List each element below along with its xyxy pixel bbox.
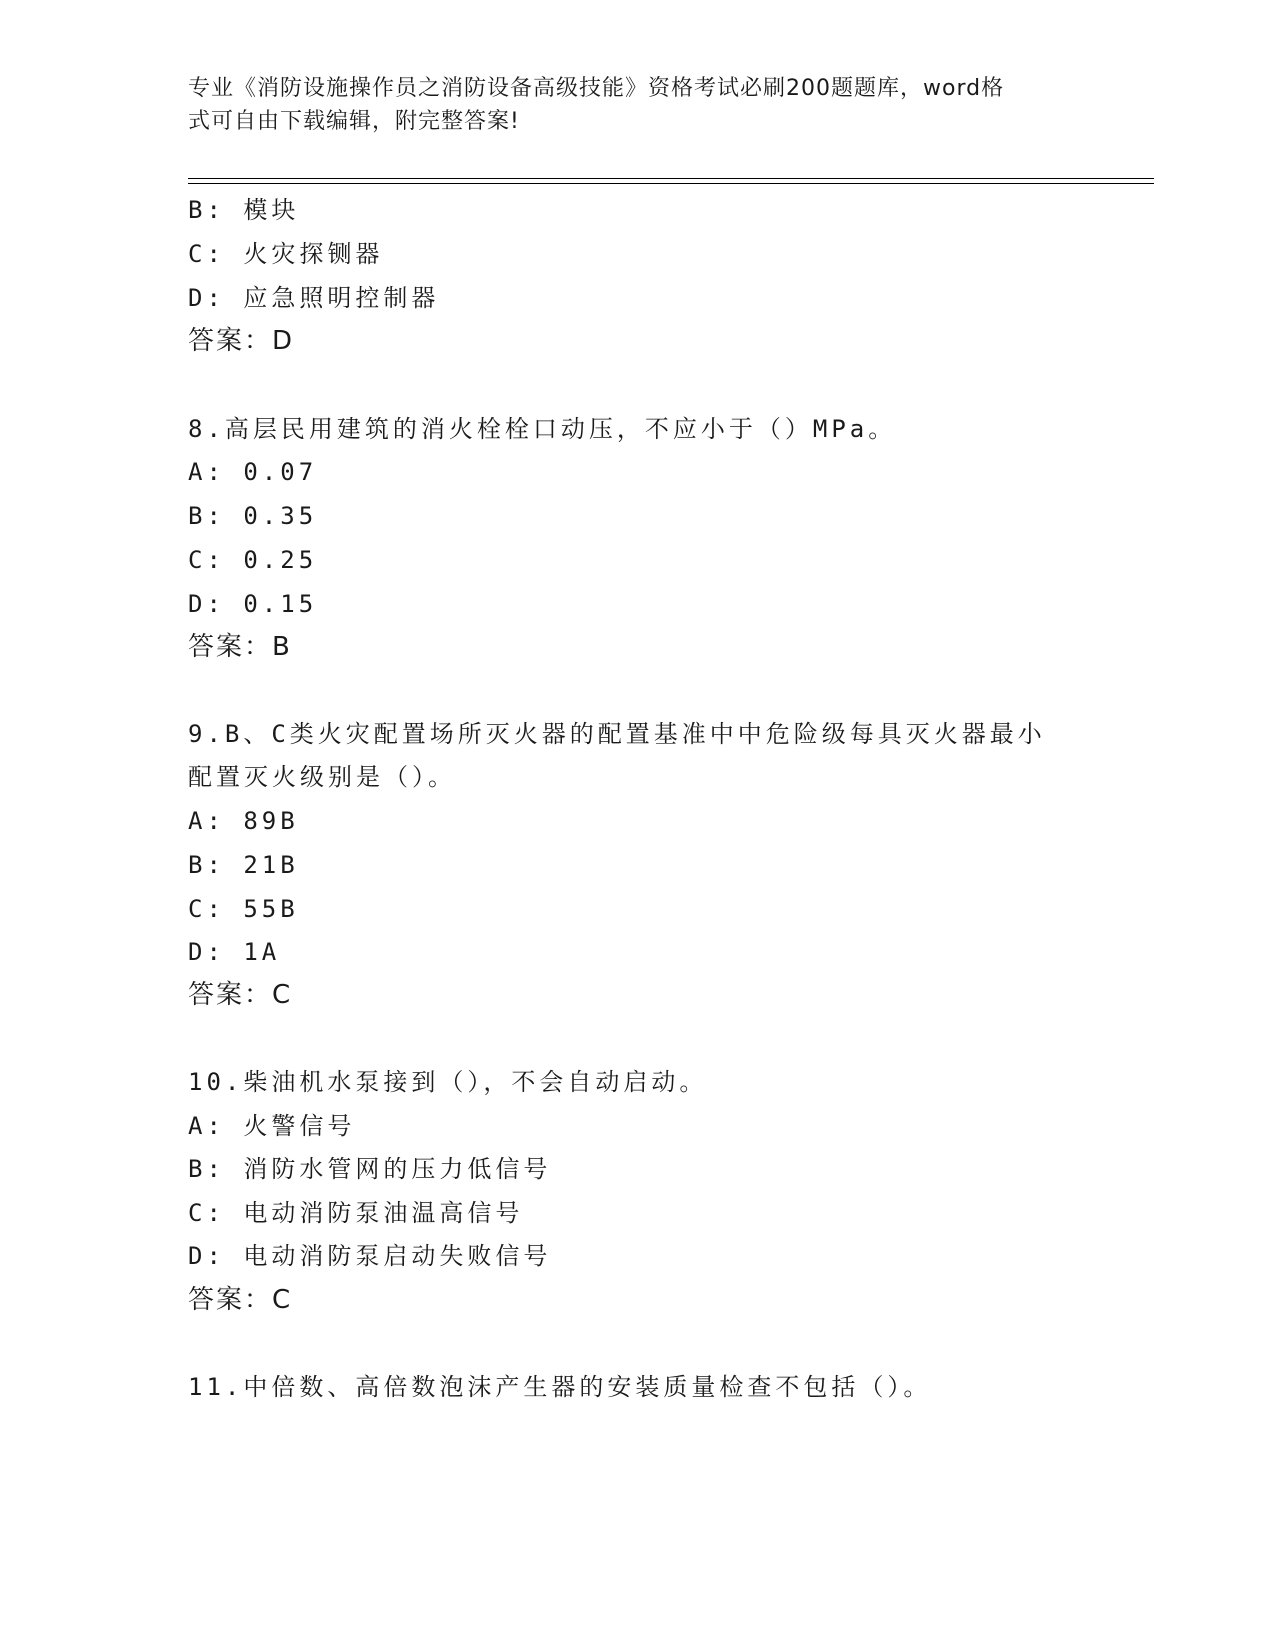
q7-answer: 答案：D — [188, 326, 295, 356]
q7-option-d: D: 应急照明控制器 — [188, 284, 440, 312]
q9-option-c: C: 55B — [188, 895, 299, 923]
header-divider-bottom — [188, 183, 1154, 184]
q9-answer: 答案：C — [188, 980, 293, 1010]
q8-question: 8.高层民用建筑的消火栓栓口动压，不应小于（）MPa。 — [188, 415, 897, 443]
header-divider-top — [188, 178, 1154, 179]
q10-answer: 答案：C — [188, 1285, 293, 1315]
q7-option-b: B: 模块 — [188, 196, 300, 224]
header-line-1: 专业《消防设施操作员之消防设备高级技能》资格考试必刷200题题库，word格 — [188, 76, 1005, 101]
q9-question-line-2: 配置灭火级别是（）。 — [188, 763, 456, 791]
q10-option-b: B: 消防水管网的压力低信号 — [188, 1155, 552, 1183]
q8-option-b: B: 0.35 — [188, 502, 318, 530]
q9-option-b: B: 21B — [188, 851, 299, 879]
q11-question: 11.中倍数、高倍数泡沫产生器的安装质量检查不包括（）。 — [188, 1373, 932, 1401]
q8-option-c: C: 0.25 — [188, 546, 318, 574]
q10-option-a: A: 火警信号 — [188, 1112, 356, 1140]
q9-question-line-1: 9.B、C类火灾配置场所灭火器的配置基准中中危险级每具灭火器最小 — [188, 720, 1046, 748]
q10-question: 10.柴油机水泵接到（），不会自动启动。 — [188, 1068, 708, 1096]
q10-option-c: C: 电动消防泵油温高信号 — [188, 1199, 524, 1227]
q8-option-d: D: 0.15 — [188, 590, 318, 618]
q9-option-d: D: 1A — [188, 938, 281, 966]
q10-option-d: D: 电动消防泵启动失败信号 — [188, 1242, 552, 1270]
document-header — [188, 72, 1088, 138]
q9-option-a: A: 89B — [188, 807, 299, 835]
header-line-2: 式可自由下载编辑，附完整答案! — [188, 109, 520, 134]
q8-answer: 答案：B — [188, 632, 292, 662]
q7-option-c: C: 火灾探铡器 — [188, 240, 384, 268]
q8-option-a: A: 0.07 — [188, 458, 318, 486]
